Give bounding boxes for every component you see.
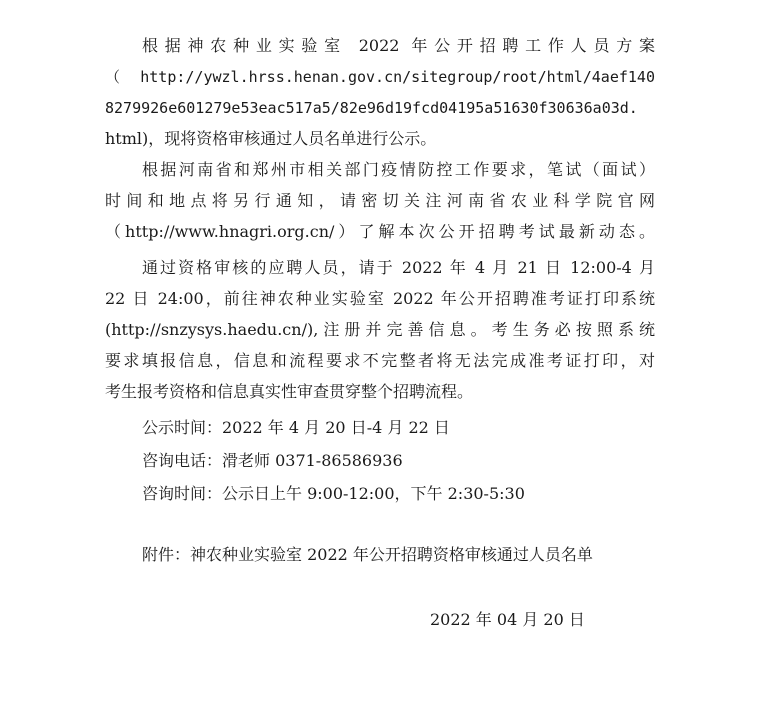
- paragraph-1-line-4: html)，现将资格审核通过人员名单进行公示。: [105, 129, 437, 148]
- paragraph-2-line-3: （http://www.hnagri.org.cn/）了解本次公开招聘考试最新动态。: [105, 222, 655, 241]
- paragraph-3-line-5: 考生报考资格和信息真实性审查贯穿整个招聘流程。: [105, 382, 474, 401]
- paragraph-1-line-1: 根据神农种业实验室 2022 年公开招聘工作人员方案: [142, 36, 655, 55]
- paragraph-3-line-3: (http://snzysys.haedu.cn/),注册并完善信息。考生务必按照系统: [105, 320, 655, 339]
- contact-phone: 咨询电话：滑老师 0371-86586936: [142, 451, 403, 470]
- paragraph-3-line-1: 通过资格审核的应聘人员，请于 2022 年 4 月 21 日 12:00-4 月: [142, 258, 655, 277]
- paragraph-2-line-2: 时间和地点将另行通知，请密切关注河南省农业科学院官网: [105, 191, 655, 210]
- paragraph-3-line-2: 22 日 24:00，前往神农种业实验室 2022 年公开招聘准考证打印系统: [105, 289, 655, 308]
- paragraph-1-line-3: 8279926e601279e53eac517a5/82e96d19fcd04195a51630f30636a03d.: [105, 99, 638, 117]
- publicity-time: 公示时间：2022 年 4 月 20 日-4 月 22 日: [142, 418, 450, 437]
- paragraph-3-line-4: 要求填报信息，信息和流程要求不完整者将无法完成准考证打印，对: [105, 351, 655, 370]
- attachment-line: 附件：神农种业实验室 2022 年公开招聘资格审核通过人员名单: [142, 545, 593, 564]
- consult-time: 咨询时间：公示日上午 9:00-12:00，下午 2:30-5:30: [142, 484, 525, 503]
- publication-date: 2022 年 04 月 20 日: [430, 610, 585, 629]
- paragraph-1-line-2: （http://ywzl.hrss.henan.gov.cn/sitegroup/root/html/4aef140: [105, 68, 655, 86]
- paragraph-2-line-1: 根据河南省和郑州市相关部门疫情防控工作要求，笔试（面试）: [142, 160, 655, 179]
